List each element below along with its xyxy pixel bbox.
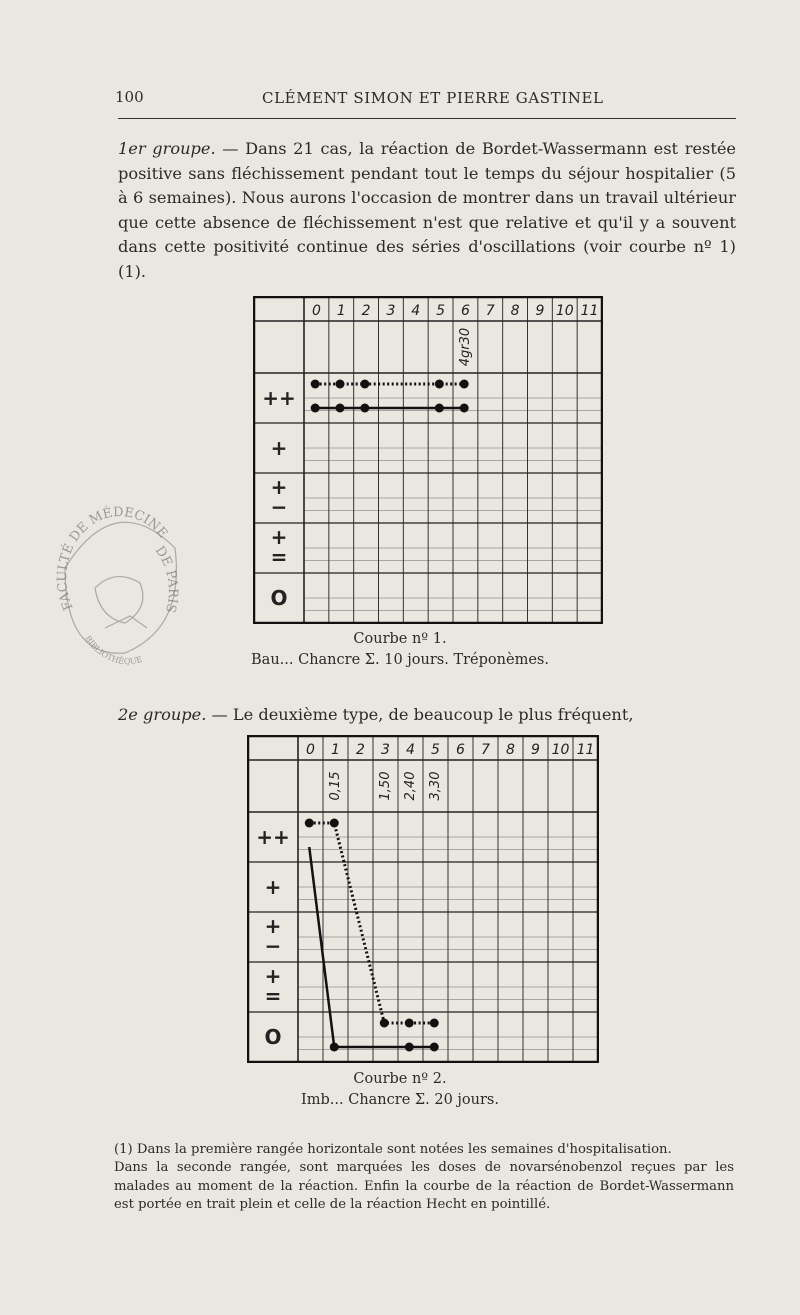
chart1-point-solid xyxy=(360,404,369,413)
chart1-point-solid xyxy=(435,404,444,413)
chart2-row-label: + xyxy=(264,964,282,988)
chart1-row-label: + xyxy=(270,436,288,460)
caption-1-title: Courbe nº 1. xyxy=(353,631,447,647)
caption-1-detail: Bau... Chancre Σ. 10 jours. Tréponèmes. xyxy=(251,652,549,668)
chart1-col-label: 7 xyxy=(485,303,495,319)
chart1-point-solid xyxy=(336,404,345,413)
chart2-point-solid xyxy=(430,1043,439,1052)
chart2-row-label: ++ xyxy=(256,825,290,849)
chart1-row-label: − xyxy=(270,495,288,519)
chart2-row-label: + xyxy=(264,914,282,938)
caption-2-title: Courbe nº 2. xyxy=(353,1071,447,1087)
stamp-text-top: FACULTÉ DE MÉDECINE xyxy=(55,504,171,613)
chart1-point-solid xyxy=(460,404,469,413)
chart2-dose-label: 2,40 xyxy=(403,771,418,801)
page-number: 100 xyxy=(115,88,144,106)
chart2-row-label: = xyxy=(264,984,282,1008)
chart1-row-label: + xyxy=(270,525,288,549)
chart1-col-label: 5 xyxy=(436,303,446,319)
chart-1-svg xyxy=(253,296,603,624)
chart2-row-label: + xyxy=(264,875,282,899)
stamp-text-right: DE PARIS xyxy=(151,543,180,615)
chart2-point-dotted xyxy=(305,819,314,828)
chart1-point-dotted xyxy=(460,380,469,389)
chart1-dose-label: 4gr30 xyxy=(457,327,473,367)
chart1-col-label: 8 xyxy=(510,303,520,319)
chart2-col-label: 10 xyxy=(551,742,570,758)
chart1-point-solid xyxy=(311,404,320,413)
chart2-col-label: 0 xyxy=(306,742,315,758)
chart2-col-label: 7 xyxy=(481,742,490,758)
chart1-point-dotted xyxy=(360,380,369,389)
chart1-col-label: 1 xyxy=(336,303,346,319)
chart1-point-dotted xyxy=(311,380,320,389)
footnote-2: Dans la seconde rangée, sont marquées les doses de novarsénobenzol reçues par les malades au moment de la réaction. Enfin la courbe de la réaction de Bordet-Wassermann est portée en trait plein et celle de la réaction Hecht en pointillé. xyxy=(114,1160,734,1213)
chart2-col-label: 5 xyxy=(431,742,440,758)
chart2-grid xyxy=(248,736,598,1062)
chart2-col-label: 1 xyxy=(331,742,340,758)
running-head: CLÉMENT SIMON ET PIERRE GASTINEL xyxy=(262,89,604,107)
chart2-dose-label: 1,50 xyxy=(378,771,393,801)
chart1-row-label: = xyxy=(270,545,288,569)
chart1-point-dotted xyxy=(435,380,444,389)
chart2-point-solid xyxy=(330,1043,339,1052)
chart1-row-label: O xyxy=(270,586,288,610)
chart-courbe-1 xyxy=(253,296,603,624)
chart2-point-dotted xyxy=(330,819,339,828)
chart2-col-label: 6 xyxy=(456,742,465,758)
chart1-row-label: + xyxy=(270,475,288,499)
group-1-text: — Dans 21 cas, la réaction de Bordet-Wassermann est restée positive sans fléchissement pendant tout le temps du séjour hospitalier (5 à 6 semaines). Nous aurons l'occasion de montrer dans un travail ultérieur que cette absence de fléchissement n'est que relative et qu'il y a souvent dans cette positivité continue des séries d'oscillations (voir courbe nº 1) (1). xyxy=(118,139,736,281)
chart2-point-solid xyxy=(405,1043,414,1052)
chart2-point-dotted xyxy=(430,1019,439,1028)
chart1-point-dotted xyxy=(336,380,345,389)
chart1-col-label: 3 xyxy=(386,303,396,319)
chart2-col-label: 2 xyxy=(356,742,365,758)
paragraph-group-1 xyxy=(118,137,736,285)
chart1-col-label: 2 xyxy=(361,303,371,319)
footnote-1: (1) Dans la première rangée horizontale sont notées les semaines d'hospitalisation. xyxy=(114,1142,672,1157)
chart2-dose-label: 3,30 xyxy=(428,771,443,801)
header-rule xyxy=(118,118,736,119)
chart2-point-dotted xyxy=(380,1019,389,1028)
chart1-col-label: 9 xyxy=(535,303,545,319)
stamp-text-bottom: BIBLIOTHÈQUE xyxy=(83,634,144,667)
caption-2-detail: Imb... Chancre Σ. 20 jours. xyxy=(301,1092,499,1108)
chart2-col-label: 9 xyxy=(531,742,540,758)
group-1-label: 1er groupe. xyxy=(118,139,216,158)
chart2-col-label: 4 xyxy=(406,742,415,758)
chart1-row-label: ++ xyxy=(262,386,296,410)
group-2-label: 2e groupe. xyxy=(118,705,207,724)
library-stamp xyxy=(55,488,185,672)
chart2-col-label: 3 xyxy=(381,742,390,758)
paragraph-group-2 xyxy=(118,703,736,728)
chart2-dose-label: 0,15 xyxy=(328,771,343,801)
chart2-point-dotted xyxy=(405,1019,414,1028)
caption-courbe-2 xyxy=(0,1069,800,1111)
chart1-col-label: 0 xyxy=(311,303,321,319)
group-2-text: — Le deuxième type, de beaucoup le plus fréquent, xyxy=(206,705,634,724)
chart1-col-label: 10 xyxy=(555,303,574,319)
chart1-col-label: 6 xyxy=(460,303,470,319)
chart2-series-solid xyxy=(309,847,434,1047)
chart-2-svg xyxy=(247,735,599,1063)
chart1-grid xyxy=(254,297,602,623)
chart2-row-label: − xyxy=(264,934,282,958)
chart2-col-label: 11 xyxy=(576,742,595,758)
chart1-col-label: 4 xyxy=(411,303,421,319)
chart2-col-label: 8 xyxy=(506,742,515,758)
chart1-col-label: 11 xyxy=(580,303,599,319)
footnotes xyxy=(114,1141,734,1215)
chart-courbe-2 xyxy=(247,735,599,1063)
chart2-row-label: O xyxy=(264,1025,282,1049)
